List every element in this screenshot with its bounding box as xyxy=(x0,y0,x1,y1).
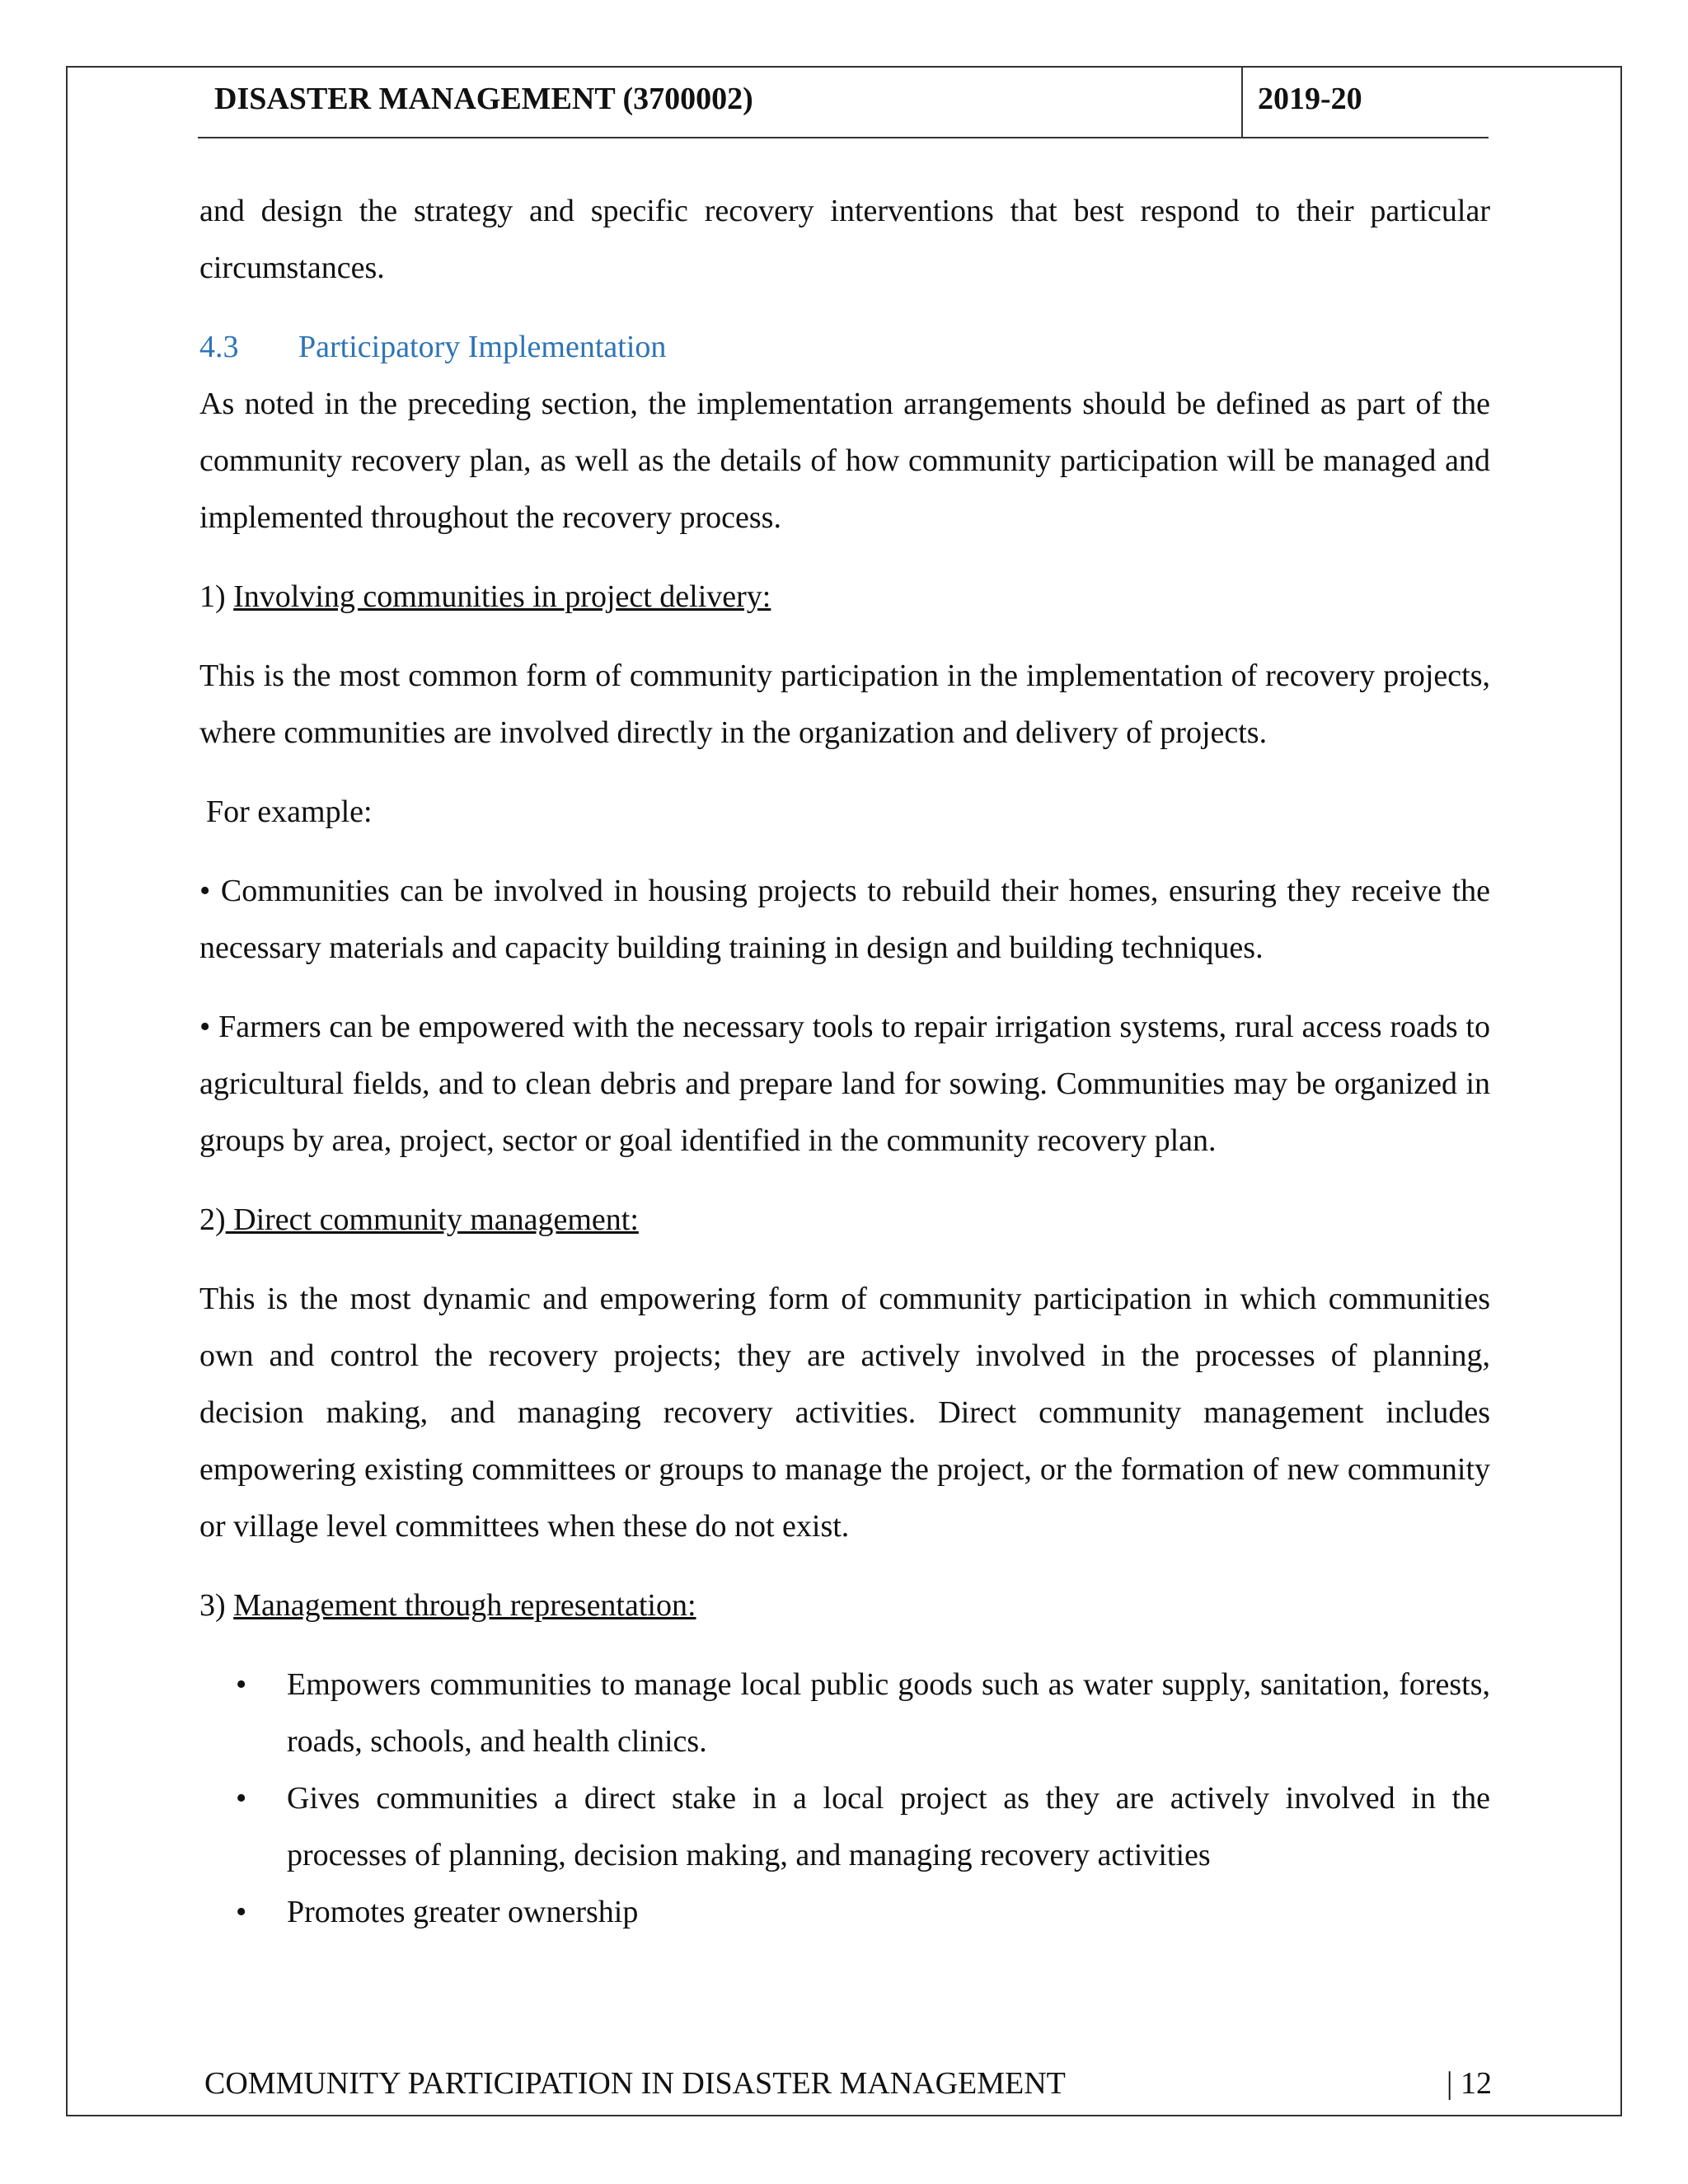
intro-continuation: and design the strategy and specific recovery interventions that best respond to their particular circumstances. xyxy=(199,194,1490,285)
subsection-1-number: 1) xyxy=(199,579,226,614)
subsection-1-heading xyxy=(199,569,1490,626)
subsection-1-bullet-1: • Communities can be involved in housing projects to rebuild their homes, ensuring they receive the necessary materials and capacity building training in design and building techniques. xyxy=(199,874,1490,965)
subsection-3-heading xyxy=(199,1577,1490,1634)
bullet-icon: • xyxy=(236,1781,247,1816)
section-number: 4.3 xyxy=(199,330,239,364)
section-heading xyxy=(199,319,1490,376)
subsection-2-heading xyxy=(199,1192,1490,1249)
list-item-text: Empowers communities to manage local public goods such as water supply, sanitation, forests, roads, schools, and health clinics. xyxy=(287,1667,1490,1759)
list-item xyxy=(199,1770,1490,1884)
subsection-3-title: Management through representation: xyxy=(233,1588,696,1623)
header-divider xyxy=(1241,66,1243,138)
subsection-1-paragraph: This is the most common form of community participation in the implementation of recovery projects, where communities are involved directly in the organization and delivery of projects. xyxy=(199,658,1490,750)
section-title: Participatory Implementation xyxy=(298,330,667,364)
section-intro: As noted in the preceding section, the implementation arrangements should be defined as part of the community recovery plan, as well as the details of how community participation will be managed and implemented throughout the recovery process. xyxy=(199,387,1490,535)
subsection-3-bullet-list xyxy=(199,1657,1490,1941)
header-year: 2019-20 xyxy=(1258,82,1362,116)
subsection-2-number: 2) xyxy=(199,1202,226,1237)
subsection-2-paragraph: This is the most dynamic and empowering form of community participation in which communities own and control the recovery projects; they are actively involved in the processes of planning, decision making, and managing recovery activities. Direct community management includes empowering existing committees or groups to manage the project, or the formation of new community or village level committees when these do not exist. xyxy=(199,1282,1490,1544)
header-title: DISASTER MANAGEMENT (3700002) xyxy=(214,82,753,116)
footer-title: COMMUNITY PARTICIPATION IN DISASTER MANAGEMENT xyxy=(204,2066,1066,2101)
subsection-1-bullet-2: • Farmers can be empowered with the necessary tools to repair irrigation systems, rural access roads to agricultural fields, and to clean debris and prepare land for sowing. Communities may be organized in groups by area, project, sector or goal identified in the community recovery plan. xyxy=(199,1010,1490,1158)
list-item xyxy=(199,1884,1490,1941)
page-content xyxy=(199,183,1490,1941)
subsection-3-number: 3) xyxy=(199,1588,226,1623)
list-item-text: Promotes greater ownership xyxy=(287,1895,639,1929)
subsection-1-title: Involving communities in project delivery: xyxy=(233,579,771,614)
list-item xyxy=(199,1657,1490,1770)
bullet-icon: • xyxy=(236,1667,247,1702)
subsection-2-title: Direct community management: xyxy=(225,1202,639,1237)
example-label: For example: xyxy=(206,794,373,829)
page-header xyxy=(198,66,1489,138)
page-number: | 12 xyxy=(1446,2066,1492,2101)
bullet-icon: • xyxy=(236,1895,247,1929)
list-item-text: Gives communities a direct stake in a local project as they are actively involved in the processes of planning, decision making, and managing recovery activities xyxy=(287,1781,1490,1872)
